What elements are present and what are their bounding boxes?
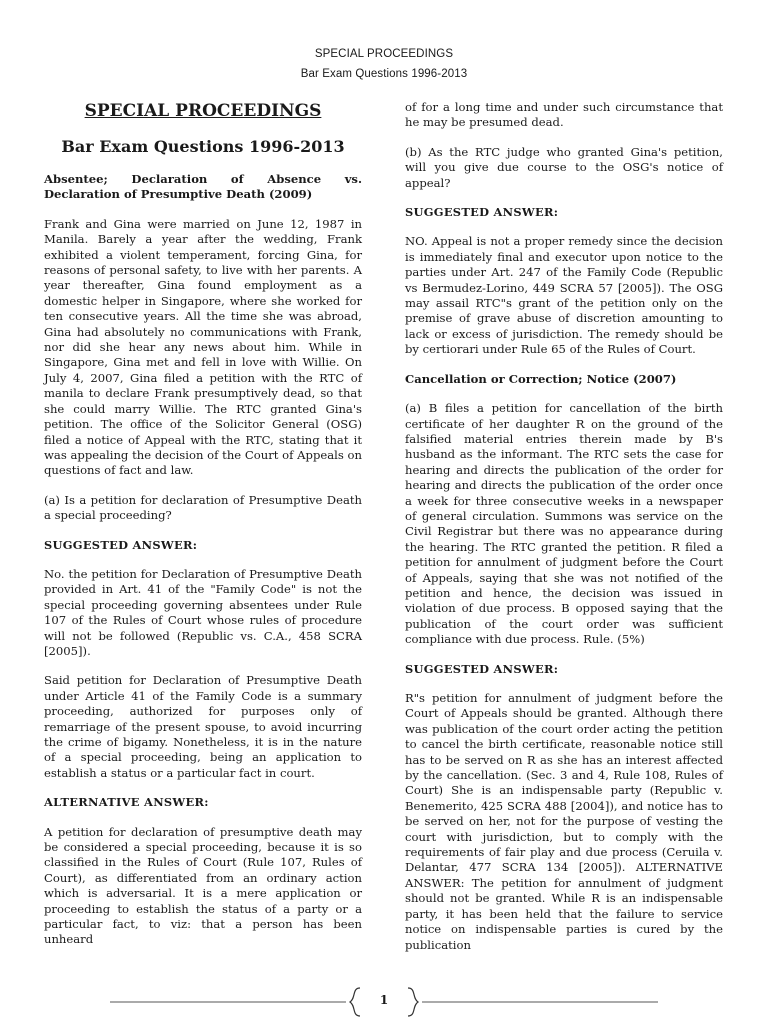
answer-paragraph: NO. Appeal is not a proper remedy since the decision is immediately final and executor upon notice to the parties under Art. 247 of the Family Code (Republic vs Bermudez-Lorino, 449 SCRA 57 [2005]). The OSG may assail RTC"s grant of the petition only on the premise of grave abuse of discretion amounting to lack or excess of jurisdiction. The remedy should be by certiorari under Rule 65 of the Rules of Court. — [405, 234, 723, 357]
left-column — [44, 100, 362, 962]
facts-paragraph: (a) B files a petition for cancellation of the birth certificate of her daughter R on the ground of the falsified material entries therein made by B's husband as the informant. The RTC sets the case for hearing and directs the publication of the order for hearing and directs the publication of the order once a week for three consecutive weeks in a newspaper of general circulation. Summons was service on the Civil Registrar but there was no appearance during the hearing. The RTC granted the petition. R filed a petition for annulment of judgment before the Court of Appeals, saying that she was not notified of the petition and hence, the decision was issued in violation of due process. B opposed saying that the publication of the court order was sufficient compliance with due process. Rule. (5%) — [405, 401, 723, 647]
continuation-paragraph: of for a long time and under such circumstance that he may be presumed dead. — [405, 100, 723, 130]
section-heading-absentee: Absentee; Declaration of Absence vs. Declaration of Presumptive Death (2009) — [44, 172, 362, 202]
document-subtitle: Bar Exam Questions 1996-2013 — [61, 137, 345, 156]
question-a: (a) Is a petition for declaration of Presumptive Death a special proceeding? — [44, 492, 362, 523]
suggested-answer-label: SUGGESTED ANSWER: — [405, 661, 559, 676]
document-title: SPECIAL PROCEEDINGS — [84, 101, 322, 121]
section-heading-cancellation: Cancellation or Correction; Notice (2007) — [405, 371, 677, 386]
suggested-answer-label: SUGGESTED ANSWER: — [44, 537, 198, 552]
question-b: (b) As the RTC judge who granted Gina's petition, will you give due course to the OSG's notice of appeal? — [405, 144, 723, 190]
answer-paragraph: No. the petition for Declaration of Presumptive Death provided in Art. 41 of the "Family Code" is not the special proceeding governing absentees under Rule 107 of the Rules of Court whose rules of procedure will not be followed (Republic vs. C.A., 458 SCRA [2005]). — [44, 566, 362, 658]
running-header — [0, 44, 768, 84]
page-footer — [110, 984, 658, 1020]
running-header-title: SPECIAL PROCEEDINGS — [314, 48, 454, 60]
alternative-answer-label: ALTERNATIVE ANSWER: — [44, 795, 209, 810]
right-column — [405, 100, 723, 967]
page-number: 1 — [379, 993, 389, 1007]
running-header-subtitle: Bar Exam Questions 1996-2013 — [300, 68, 468, 80]
alternative-answer-paragraph: A petition for declaration of presumptive death may be considered a special proceeding, because it is so classified in the Rules of Court (Rule 107, Rules of Court), as differentiated from an ordinary action which is adversarial. It is a mere application or proceeding to establish the status of a party or a particular fact, to viz: that a person has been unheard — [44, 824, 362, 947]
facts-paragraph: Frank and Gina were married on June 12, 1987 in Manila. Barely a year after the wedding, Frank exhibited a violent temperament, forcing Gina, for reasons of personal safety, to live with her parents. A year thereafter, Gina found employment as a domestic helper in Singapore, where she worked for ten consecutive years. All the time she was abroad, Gina had absolutely no communications with Frank, nor did she hear any news about him. While in Singapore, Gina met and fell in love with Willie. On July 4, 2007, Gina filed a petition with the RTC of manila to declare Frank presumptively dead, so that she could marry Willie. The RTC granted Gina's petition. The office of the Solicitor General (OSG) filed a notice of Appeal with the RTC, stating that it was appealing the decision of the Court of Appeals on questions of fact and law. — [44, 216, 362, 478]
answer-paragraph: R"s petition for annulment of judgment before the Court of Appeals should be granted. Although there was publication of the court order acting the petition to cancel the birth certificate, reasonable notice still has to be served on R as she has an interest affected by the cancellation. (Sec. 3 and 4, Rule 108, Rules of Court) She is an indispensable party (Republic v. Benemerito, 425 SCRA 488 [2004]), and notice has to be served on her, not for the purpose of vesting the court with jurisdiction, but to comply with the requirements of fair play and due process (Ceruila v. Delantar, 477 SCRA 134 [2005]). ALTERNATIVE ANSWER: The petition for annulment of judgment should not be granted. While R is an indispensable party, it has been held that the failure to service notice on indispensable parties is cured by the publication — [405, 691, 723, 952]
suggested-answer-label: SUGGESTED ANSWER: — [405, 205, 559, 220]
answer-paragraph: Said petition for Declaration of Presumptive Death under Article 41 of the Family Code is a summary proceeding, authorized for purposes only of remarriage of the present spouse, to avoid incurring the crime of bigamy. Nonetheless, it is in the nature of a special proceeding, being an application to establish a status or a particular fact in court. — [44, 673, 362, 780]
